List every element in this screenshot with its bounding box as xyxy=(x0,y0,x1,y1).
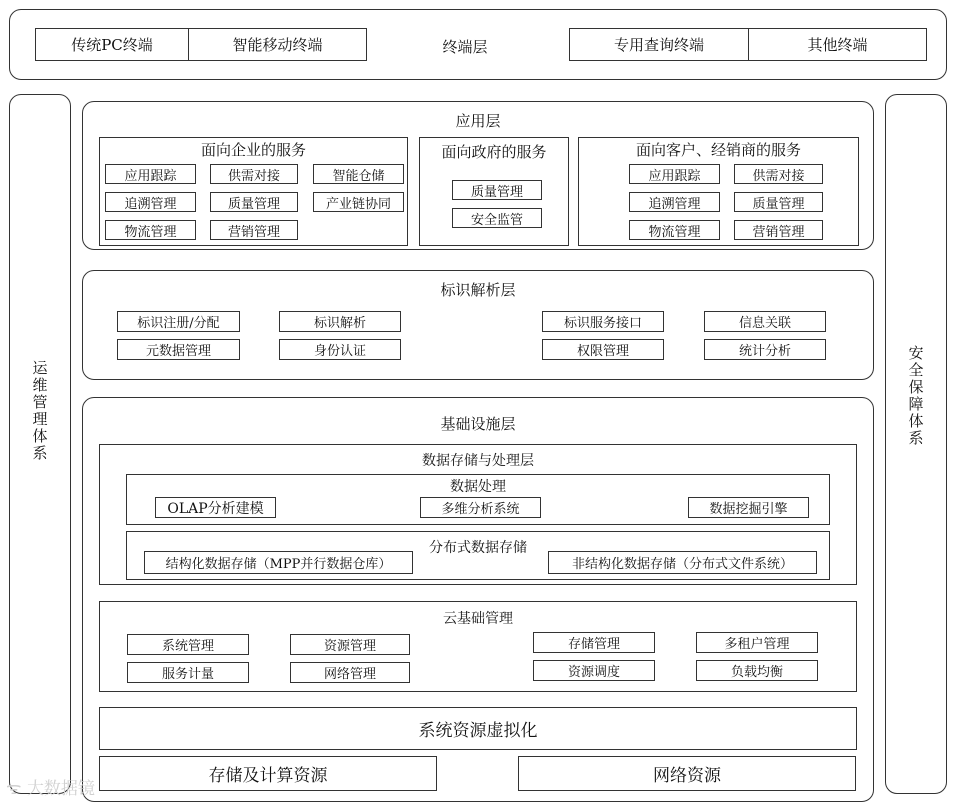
cust-item: 质量管理 xyxy=(734,192,823,212)
cloud-management-title: 云基础管理 xyxy=(443,611,513,627)
identity-layer-title: 标识解析层 xyxy=(440,281,516,299)
cloud-item: 负载均衡 xyxy=(696,660,818,681)
olap-modeling: OLAP分析建模 xyxy=(155,497,276,518)
data-processing-title: 数据处理 xyxy=(450,479,506,495)
ent-item: 应用跟踪 xyxy=(105,164,196,184)
cust-item: 应用跟踪 xyxy=(629,164,720,184)
resource-virtualization: 系统资源虚拟化 xyxy=(99,707,857,750)
storage-compute-resources: 存储及计算资源 xyxy=(99,756,437,791)
watermark-logo-icon: ᯤ xyxy=(6,779,22,799)
cust-item: 物流管理 xyxy=(629,220,720,240)
gov-item: 安全监管 xyxy=(452,208,542,228)
terminal-other: 其他终端 xyxy=(748,28,927,61)
ent-item: 质量管理 xyxy=(210,192,298,212)
data-mining-engine: 数据挖掘引擎 xyxy=(688,497,809,518)
ops-management-title: 运维管理体系 xyxy=(32,359,48,462)
cust-item: 营销管理 xyxy=(734,220,823,240)
cloud-item: 服务计量 xyxy=(127,662,249,683)
watermark xyxy=(6,774,95,799)
structured-storage: 结构化数据存储（MPP并行数据仓库） xyxy=(144,551,413,574)
id-item: 标识解析 xyxy=(279,311,401,332)
id-item: 统计分析 xyxy=(704,339,826,360)
cloud-item: 资源管理 xyxy=(290,634,410,655)
ent-item: 追溯管理 xyxy=(105,192,196,212)
terminal-pc: 传统PC终端 xyxy=(35,28,189,61)
id-item: 信息关联 xyxy=(704,311,826,332)
infrastructure-layer-title: 基础设施层 xyxy=(440,415,516,433)
network-resources: 网络资源 xyxy=(518,756,856,791)
cloud-item: 网络管理 xyxy=(290,662,410,683)
ent-item: 物流管理 xyxy=(105,220,196,240)
terminal-layer-title: 终端层 xyxy=(442,38,488,56)
enterprise-services-title: 面向企业的服务 xyxy=(200,141,306,159)
storage-processing-title: 数据存储与处理层 xyxy=(422,453,534,469)
distributed-storage-title: 分布式数据存储 xyxy=(429,540,527,556)
cloud-item: 系统管理 xyxy=(127,634,249,655)
cloud-item: 资源调度 xyxy=(533,660,655,681)
terminal-query: 专用查询终端 xyxy=(569,28,749,61)
multi-dim-analysis: 多维分析系统 xyxy=(420,497,541,518)
ent-item: 产业链协同 xyxy=(313,192,404,212)
customer-services-title: 面向客户、经销商的服务 xyxy=(635,141,801,159)
id-item: 标识服务接口 xyxy=(542,311,664,332)
ent-item: 智能仓储 xyxy=(313,164,404,184)
id-item: 标识注册/分配 xyxy=(117,311,240,332)
application-layer-title: 应用层 xyxy=(455,112,501,130)
cust-item: 供需对接 xyxy=(734,164,823,184)
id-item: 身份认证 xyxy=(279,339,401,360)
gov-item: 质量管理 xyxy=(452,180,542,200)
ent-item: 营销管理 xyxy=(210,220,298,240)
cust-item: 追溯管理 xyxy=(629,192,720,212)
id-item: 元数据管理 xyxy=(117,339,240,360)
terminal-mobile: 智能移动终端 xyxy=(188,28,367,61)
security-title: 安全保障体系 xyxy=(908,344,924,447)
cloud-item: 多租户管理 xyxy=(696,632,818,653)
id-item: 权限管理 xyxy=(542,339,664,360)
watermark-text: 大数据镜 xyxy=(26,779,95,799)
government-services-title: 面向政府的服务 xyxy=(441,143,547,161)
unstructured-storage: 非结构化数据存储（分布式文件系统） xyxy=(548,551,817,574)
ent-item: 供需对接 xyxy=(210,164,298,184)
cloud-item: 存储管理 xyxy=(533,632,655,653)
